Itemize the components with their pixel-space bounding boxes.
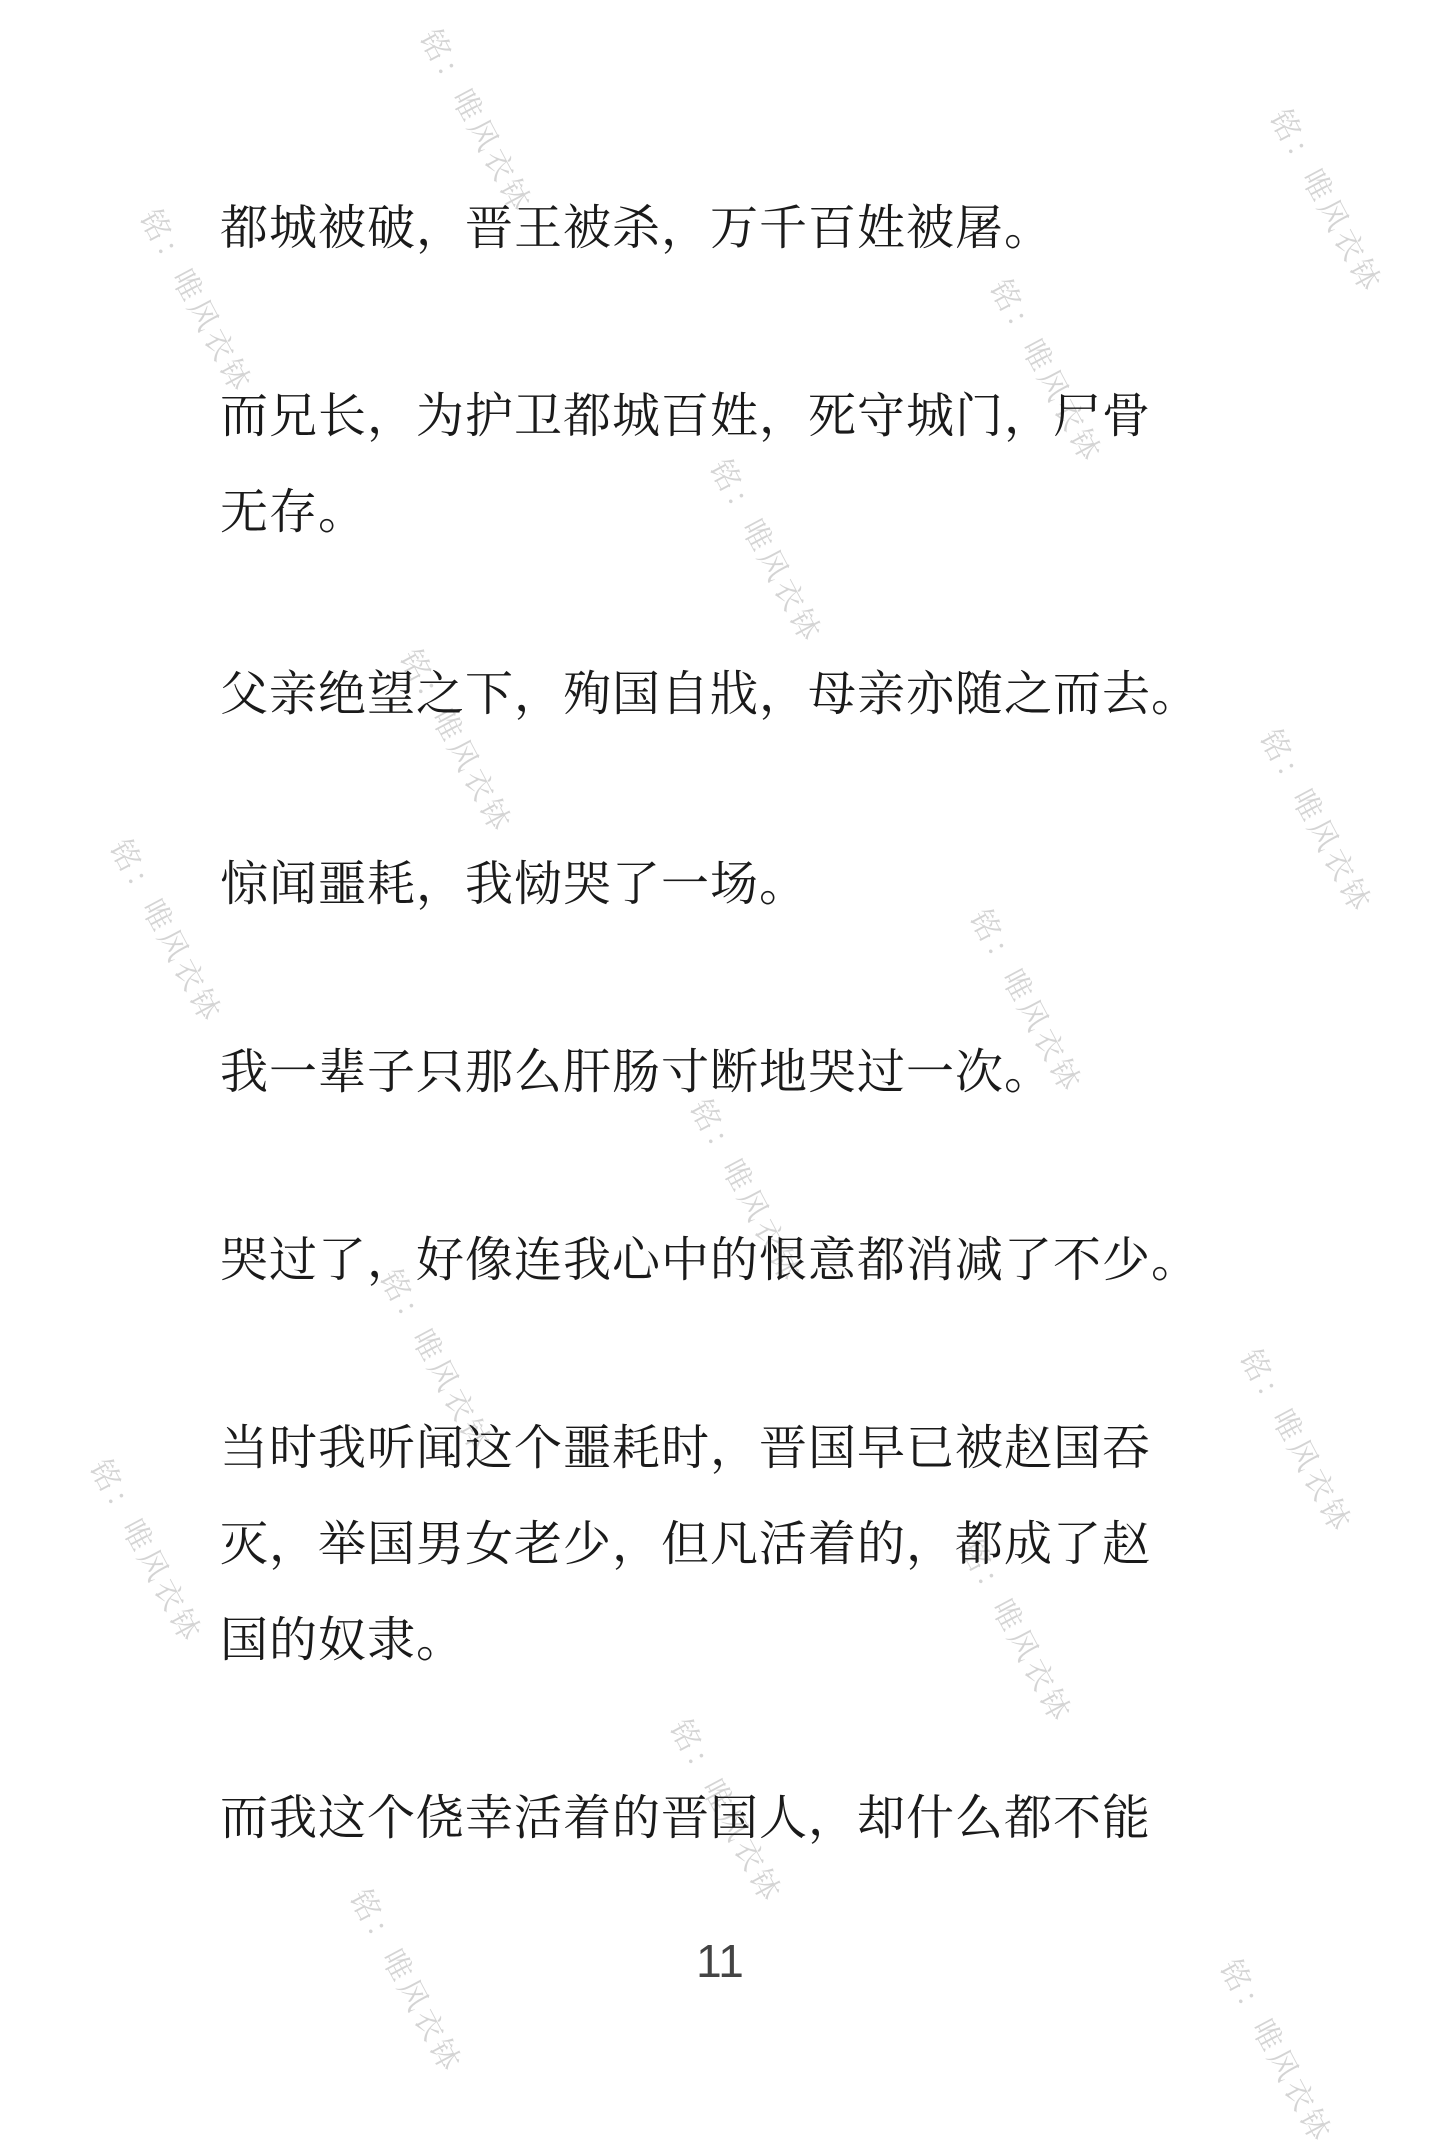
watermark: 铭：唯风衣钵 — [662, 1713, 789, 1911]
watermark: 铭：唯风衣钵 — [82, 1453, 209, 1651]
watermark: 铭：唯风衣钵 — [132, 203, 259, 401]
text-line: 灭，举国男女老少，但凡活着的，都成了赵 — [220, 1516, 1152, 1572]
paragraph — [220, 180, 1260, 276]
watermark: 铭：唯风衣钵 — [1232, 1343, 1359, 1541]
watermark: 铭：唯风衣钵 — [952, 1533, 1079, 1731]
text-line: 都城被破，晋王被杀，万千百姓被屠。 — [220, 200, 1054, 256]
paragraph — [220, 836, 1260, 932]
text-line: 而兄长，为护卫都城百姓，死守城门，尸骨 — [220, 388, 1152, 444]
paragraph — [220, 1400, 1260, 1688]
watermark: 铭：唯风衣钵 — [1252, 723, 1379, 921]
text-line: 惊闻噩耗，我恸哭了一场。 — [220, 856, 809, 912]
watermark: 铭：唯风衣钵 — [982, 273, 1109, 471]
page-number: 11 — [696, 1935, 744, 1987]
watermark: 铭：唯风衣钵 — [372, 1263, 499, 1461]
watermark: 铭：唯风衣钵 — [392, 643, 519, 841]
paragraph — [220, 1024, 1260, 1120]
watermark: 铭：唯风衣钵 — [1262, 103, 1389, 301]
text-line: 国的奴隶。 — [220, 1612, 466, 1668]
text-line: 父亲绝望之下，殉国自戕，母亲亦随之而去。 — [220, 666, 1201, 722]
watermark: 铭：唯风衣钵 — [102, 833, 229, 1031]
text-line: 而我这个侥幸活着的晋国人，却什么都不能 — [220, 1790, 1152, 1846]
paragraph — [220, 368, 1260, 560]
text-line: 哭过了，好像连我心中的恨意都消减了不少。 — [220, 1232, 1201, 1288]
watermark: 铭：唯风衣钵 — [342, 1883, 469, 2081]
watermark: 铭：唯风衣钵 — [682, 1093, 809, 1291]
text-line: 无存。 — [220, 484, 368, 540]
watermark: 铭：唯风衣钵 — [962, 903, 1089, 1101]
watermark: 铭：唯风衣钵 — [412, 23, 539, 221]
text-line: 当时我听闻这个噩耗时，晋国早已被赵国吞 — [220, 1420, 1152, 1476]
paragraph — [220, 646, 1260, 742]
text-line: 我一辈子只那么肝肠寸断地哭过一次。 — [220, 1044, 1054, 1100]
paragraph — [220, 1770, 1260, 1866]
watermark: 铭：唯风衣钵 — [702, 453, 829, 651]
watermark: 铭：唯风衣钵 — [1212, 1953, 1339, 2151]
paragraph — [220, 1212, 1260, 1308]
